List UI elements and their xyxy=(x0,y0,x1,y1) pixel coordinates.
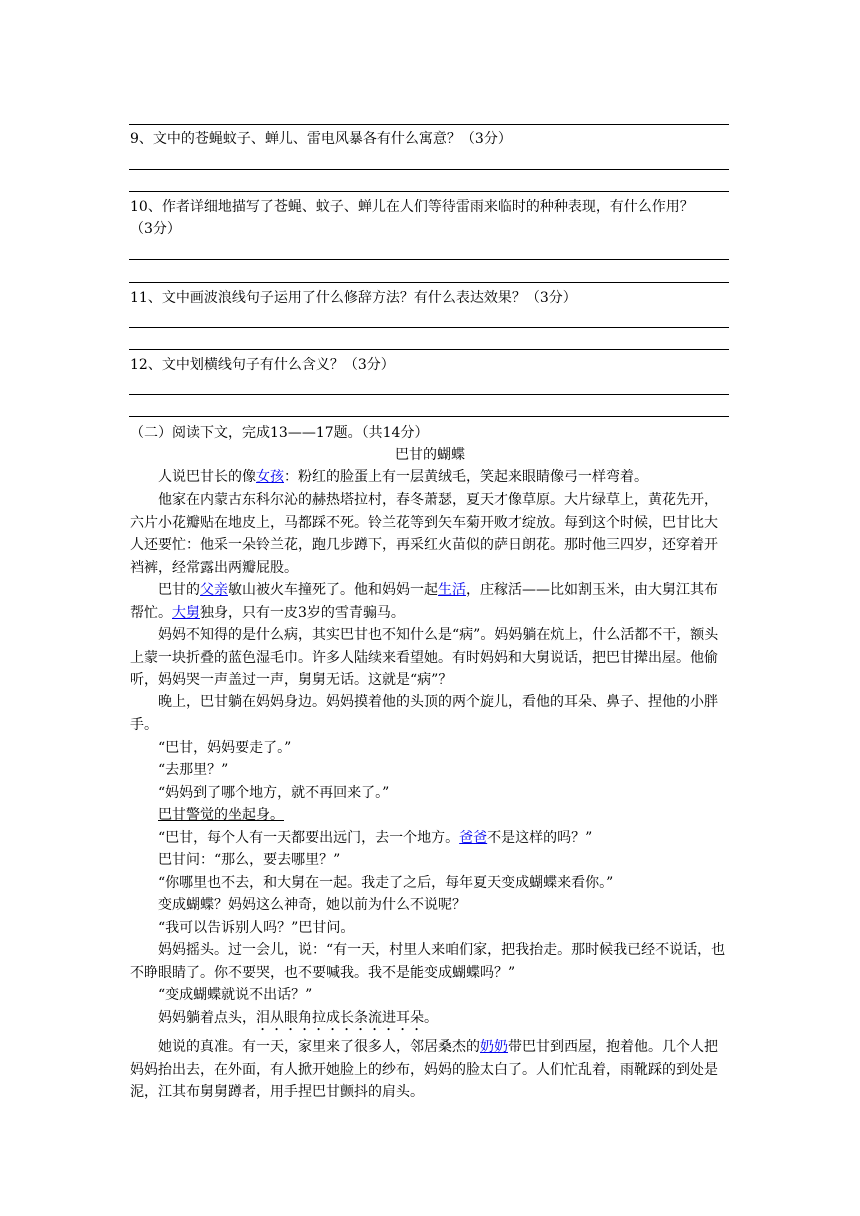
link-girl[interactable]: 女孩 xyxy=(256,469,284,485)
dialogue-2: “去那里？” xyxy=(158,762,229,778)
dialogue-5: “巴甘，每个人有一天都要出远门，去一个地方。爸爸不是这样的吗？” xyxy=(158,830,593,846)
story-paragraph-2: 他家在内蒙古东科尔沁的赫热塔拉村，春冬萧瑟，夏天才像草原。大片绿草上，黄花先开，六片小花瓣贴在地皮上，马都踩不死。铃兰花等到矢车菊开败才绽放。每到这个时候，巴甘比大人还要忙：他采一朵铃兰花，跑几步蹲下，再采红火苗似的萨日朗花。那时他三四岁，还穿着开裆裤，经常露出两瓣屁股。 xyxy=(130,492,718,576)
dialogue-1: “巴甘，妈妈要走了。” xyxy=(158,740,292,756)
answer-line xyxy=(129,349,729,350)
link-life[interactable]: 生活 xyxy=(438,582,466,598)
dialogue-12: 妈妈躺着点头，泪从眼角拉成长条流进耳朵。 xyxy=(158,1010,438,1026)
dialogue-9: “我可以告诉别人吗？”巴甘问。 xyxy=(158,920,355,936)
link-father[interactable]: 父亲 xyxy=(200,582,228,598)
question-9: 9、文中的苍蝇蚊子、蝉儿、雷电风暴各有什么寓意？（3分） xyxy=(130,131,512,147)
answer-line xyxy=(129,394,729,395)
story-paragraph-1: 人说巴甘长的像女孩：粉红的脸蛋上有一层黄绒毛，笑起来眼睛像弓一样弯着。 xyxy=(158,469,648,485)
link-grandma[interactable]: 奶奶 xyxy=(480,1039,508,1055)
answer-line xyxy=(129,282,729,283)
dialogue-3: “妈妈到了哪个地方，就不再回来了。” xyxy=(158,785,390,801)
question-12: 12、文中划横线句子有什么含义？（3分） xyxy=(130,357,395,373)
dialogue-11: “变成蝴蝶就说不出话？” xyxy=(158,987,313,1003)
link-uncle[interactable]: 大舅 xyxy=(172,604,200,621)
answer-line xyxy=(129,124,729,125)
question-10-score: （3分） xyxy=(130,221,181,237)
story-paragraph-6: 她说的真准。有一天，家里来了很多人，邻居桑杰的奶奶带巴甘到西屋，抱着他。几个人把妈妈抬出去，在外面，有人掀开她脸上的纱布，妈妈的脸太白了。人们忙乱着，雨靴踩的到处是泥，江其布舅舅蹲者，用手捏巴甘颤抖的肩头。 xyxy=(130,1039,718,1100)
story-title: 巴甘的蝴蝶 xyxy=(395,447,465,463)
dialogue-8: 变成蝴蝶？妈妈这么神奇，她以前为什么不说呢？ xyxy=(158,897,466,913)
dotted-sentence: 泪从眼角拉成长条流进耳朵 xyxy=(256,1010,424,1026)
answer-line xyxy=(129,416,729,417)
question-10: 10、作者详细地描写了苍蝇、蚊子、蝉儿在人们等待雷雨来临时的种种表现，有什么作用？ xyxy=(130,199,694,215)
dialogue-6: 巴甘问：“那么，要去哪里？” xyxy=(158,852,341,868)
answer-line xyxy=(129,169,729,170)
story-paragraph-5: 晚上，巴甘躺在妈妈身边。妈妈摸着他的头顶的两个旋儿，看他的耳朵、鼻子、捏他的小胖手。 xyxy=(130,694,718,733)
answer-line xyxy=(129,327,729,328)
answer-line xyxy=(129,191,729,192)
dialogue-10: 妈妈摇头。过一会儿，说：“有一天，村里人来咱们家，把我抬走。那时候我已经不说话，也不睁眼睛了。你不要哭，也不要喊我。我不是能变成蝴蝶吗？” xyxy=(130,942,726,981)
answer-line xyxy=(129,259,729,260)
story-paragraph-3: 巴甘的父亲敏山被火车撞死了。他和妈妈一起生活，庄稼活——比如割玉米，由大舅江其布帮忙。大舅独身，只有一皮3岁的雪青骟马。 xyxy=(130,582,718,621)
dialogue-7: “你哪里也不去，和大舅在一起。我走了之后，每年夏天变成蝴蝶来看你。” xyxy=(158,875,614,891)
story-paragraph-4: 妈妈不知得的是什么病，其实巴甘也不知什么是“病”。妈妈躺在炕上，什么活都不干，额头上蒙一块折叠的蓝色湿毛巾。许多人陆续来看望她。有时妈妈和大舅说话，把巴甘撵出屋。他偷听，妈妈哭一声盖过一声，舅舅无话。这就是“病”？ xyxy=(130,627,719,688)
link-dad[interactable]: 爸爸 xyxy=(459,830,488,846)
dialogue-4-underlined: 巴甘警觉的坐起身。 xyxy=(158,807,284,823)
question-11: 11、文中画波浪线句子运用了什么修辞方法？有什么表达效果？（3分） xyxy=(130,290,577,306)
section-heading: （二）阅读下文，完成13——17题。（共14分） xyxy=(130,425,429,441)
